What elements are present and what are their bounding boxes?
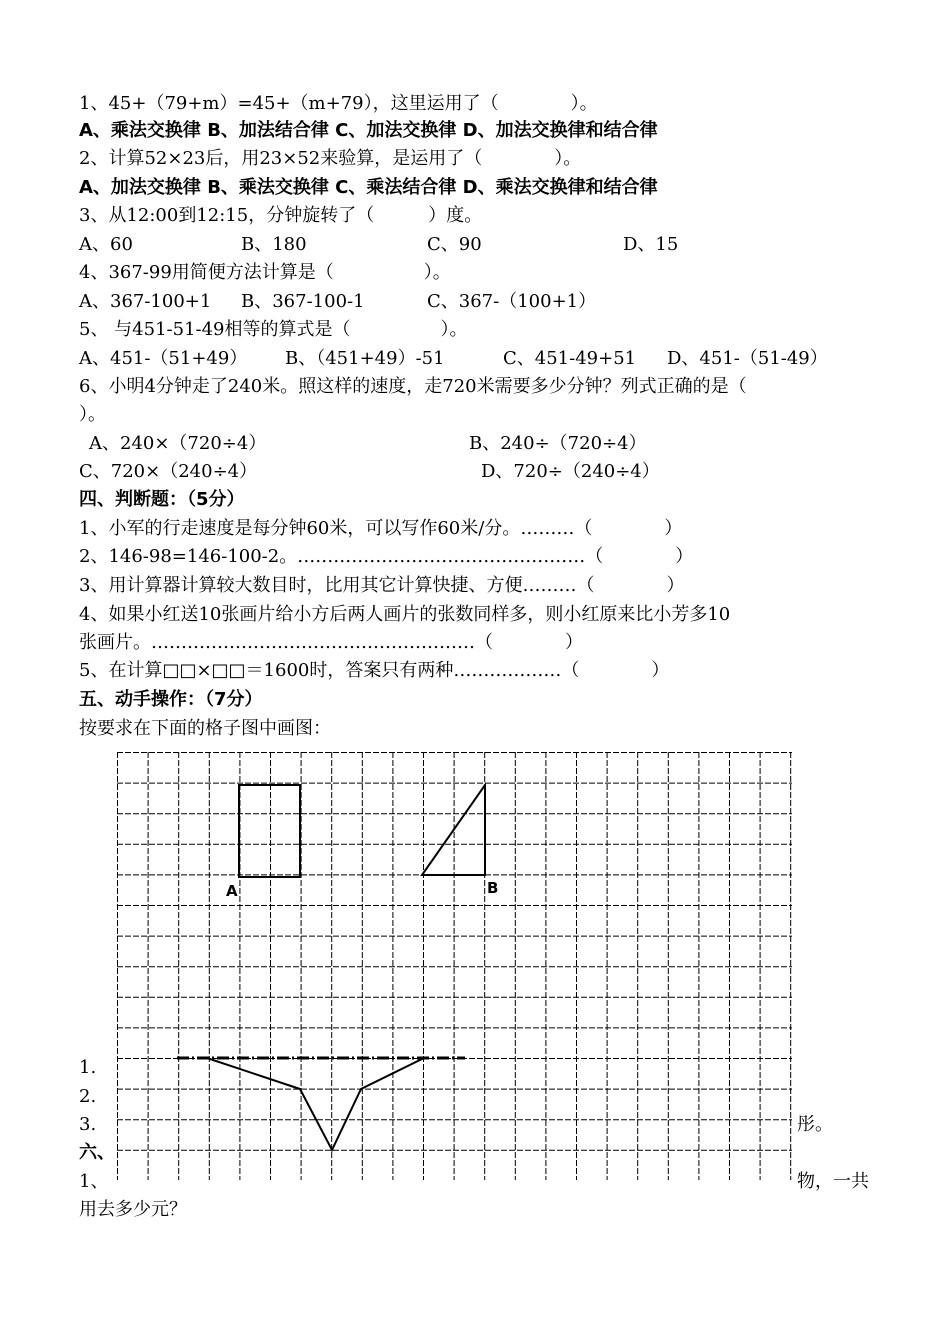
drawing-grid (117, 752, 792, 1180)
side-label-right: 彤。 (797, 1114, 833, 1135)
q6-option-a: A、240×（720÷4） (89, 433, 267, 454)
q6-stem: 6、小明4分钟走了240米。照这样的速度，走720米需要多少分钟？列式正确的是（ (79, 376, 747, 397)
side-label-3: 3. (79, 1114, 97, 1135)
q4-stem: 4、367-99用简便方法计算是（ ）。 (79, 262, 451, 283)
section5-instruction: 按要求在下面的格子图中画图： (79, 718, 331, 739)
q1-options: A、乘法交换律 B、加法结合律 C、加法交换律 D、加法交换律和结合律 (79, 120, 658, 141)
q5-option-c: C、451-49+51 (503, 348, 637, 369)
judge-item-4: 4、如果小红送10张画片给小方后两人画片的张数同样多，则小红原来比小芳多10 (79, 604, 731, 625)
q3-option-d: D、15 (623, 234, 679, 255)
q2-options: A、加法交换律 B、乘法交换律 C、乘法结合律 D、乘法交换律和结合律 (79, 177, 658, 198)
q5-stem: 5、 与451-51-49相等的算式是（ ）。 (79, 319, 468, 340)
grid-lines (117, 752, 792, 1180)
label-b: B (487, 879, 499, 897)
section6-q1-end: 物，一共 (797, 1171, 869, 1192)
section6-title: 六、 (79, 1142, 115, 1163)
judge-item-3: 3、用计算器计算较大数目时，比用其它计算快捷、方便………（ ） (79, 575, 685, 596)
q4-option-a: A、367-100+1 (79, 291, 212, 312)
side-label-2: 2. (79, 1086, 97, 1107)
q4-option-c: C、367-（100+1） (427, 291, 597, 312)
q3-stem: 3、从12:00到12:15，分钟旋转了（ ）度。 (79, 205, 483, 226)
q3-option-a: A、60 (79, 234, 133, 255)
q1-stem: 1、45+（79+m）=45+（m+79），这里运用了（ ）。 (79, 93, 598, 114)
q3-option-b: B、180 (241, 234, 307, 255)
section5-title: 五、动手操作：（7分） (79, 689, 263, 710)
judge-item-4-cont: 张画片。………………………………………………（ ） (79, 632, 583, 653)
q6-option-b: B、240÷（720÷4） (469, 433, 647, 454)
triangle-b (422, 785, 485, 875)
q5-option-b: B、（451+49）-51 (285, 348, 445, 369)
q6-option-d: D、720÷（240÷4） (481, 461, 660, 482)
judge-item-1: 1、小军的行走速度是每分钟60米，可以写作60米/分。………（ ） (79, 518, 683, 539)
rectangle-a (239, 785, 300, 877)
section4-title: 四、判断题：（5分） (79, 489, 245, 510)
q3-option-c: C、90 (427, 234, 482, 255)
section6-q1-start: 1、 (79, 1171, 109, 1192)
q2-stem: 2、计算52×23后，用23×52来验算，是运用了（ ）。 (79, 148, 582, 169)
q4-option-b: B、367-100-1 (241, 291, 365, 312)
label-a: A (226, 882, 238, 900)
q5-option-a: A、451-（51+49） (79, 348, 248, 369)
side-label-1: 1. (79, 1057, 97, 1078)
q6-option-c: C、720×（240÷4） (79, 461, 258, 482)
q6-stem-cont: ）。 (79, 404, 106, 425)
judge-item-5: 5、在计算□□×□□＝1600时，答案只有两种………………（ ） (79, 660, 670, 681)
section6-q1-line2: 用去多少元？ (79, 1199, 187, 1220)
judge-item-2: 2、146-98=146-100-2。…………………………………………（ ） (79, 546, 694, 567)
q5-option-d: D、451-（51-49） (667, 348, 828, 369)
